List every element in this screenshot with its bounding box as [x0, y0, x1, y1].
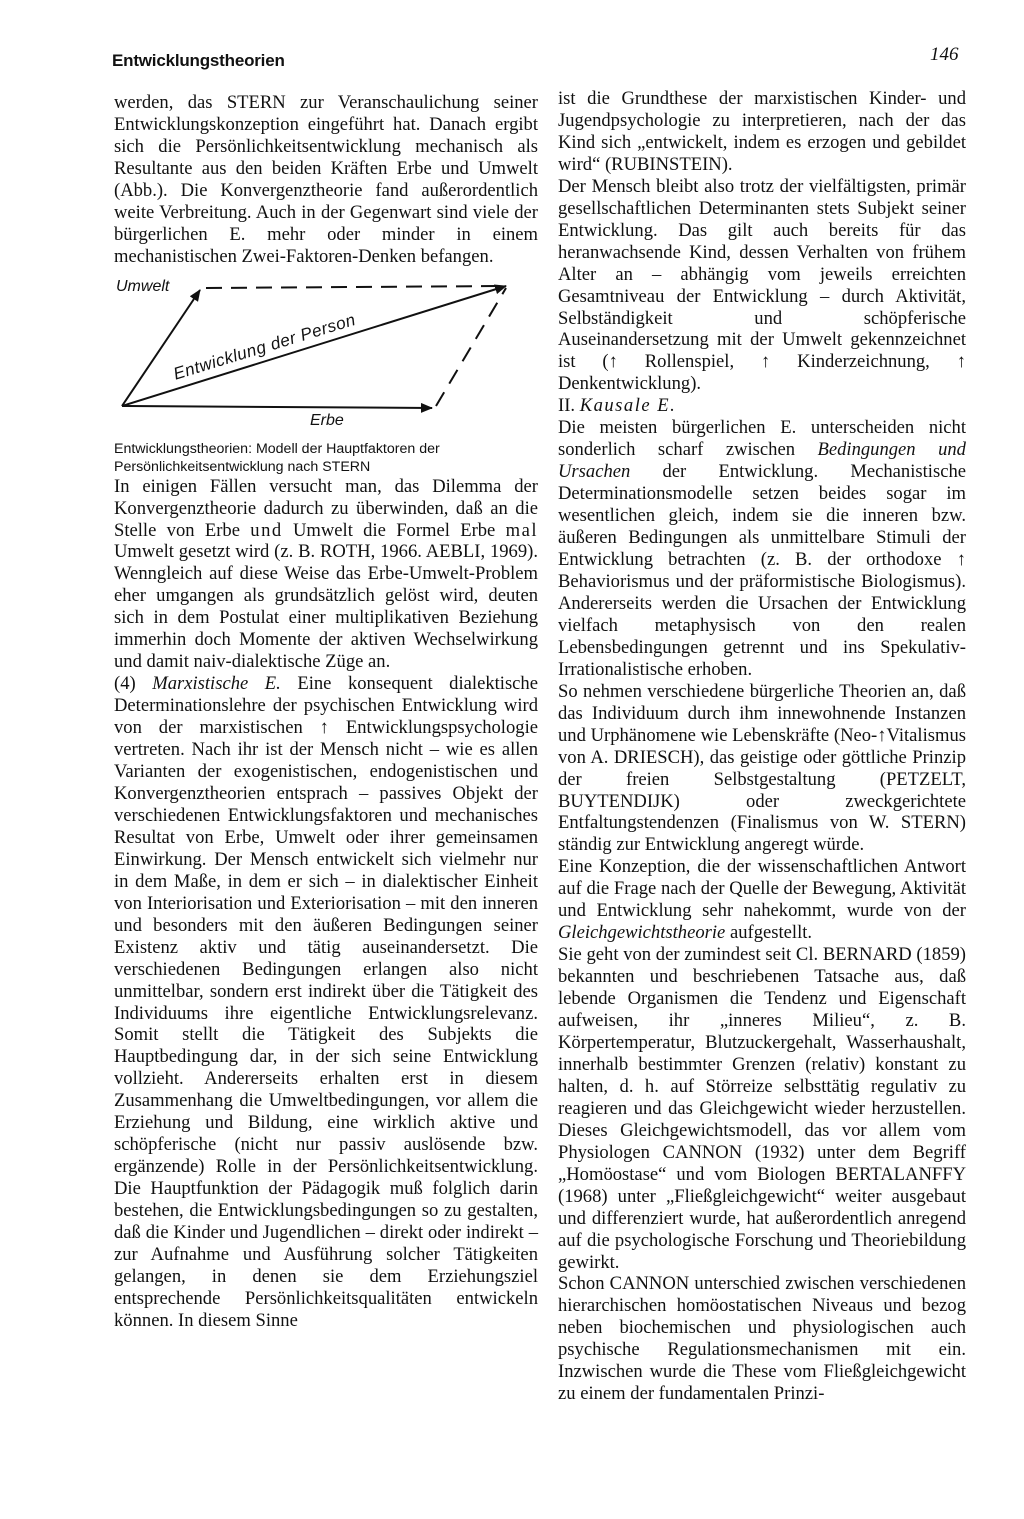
figure-label-person: Entwicklung der Person — [171, 309, 358, 384]
dashed-right-side — [436, 288, 506, 406]
paragraph-marxistische: (4) Marxistische E. Eine konsequent dialektische Determinationslehre der psychischen Entwicklung wird von der marxistischen ↑ Entwicklungspsychologie vertreten. Nach ihr ist der Mensch nicht – wie es allen Varianten der exogenistischen, endogenistischen und Konvergenztheorien entsprach – passives Objekt der verschiedenen Entwicklungsfaktoren und mechanisches Resultat von Erbe, Umwelt oder ihrer gemeinsamen Einwirkung. Der Mensch entwickelt sich vielmehr nur in dem Maße, in dem er sich – in dialektischer Einheit von Interiorisation und Exteriorisation – mit den inneren und besonders mit den äußeren Bedingungen seiner Existenz aktiv und tätig auseinandersetzt. Die verschiedenen Bedingungen erlangen also nicht unmittelbar, sondern erst indirekt über die Tätigkeit des Individuums ihre eigentliche Entwicklungsrelevanz. Somit stellt die Tätigkeit des Subjekts die Hauptbedingung dar, in der sich seine Entwicklung vollzieht. Andererseits erhalten erst in diesem Zusammenhang die Umweltbedingungen, vor allem die Erziehung und Bildung, eine wirklich aktive und schöpferische (nicht nur passiv auslösende bzw. ergänzende) Rolle in der Persönlichkeitsentwicklung. Die Hauptfunktion der Pädagogik muß folglich darin bestehen, die Entwicklungsbedingungen so zu gestalten, daß die Kinder und Jugendlichen – direkt oder indirekt – zur Aufnahme und Ausführung solcher Tätigkeiten gelangen, in denen sie dem Erziehungsziel entsprechende Persönlichkeitsqualitäten entwickeln können. In diesem Sinne — [114, 673, 538, 1331]
section-heading: Marxistische E. — [152, 673, 281, 695]
left-column — [114, 92, 538, 1332]
figure-label-umwelt: Umwelt — [116, 277, 170, 295]
paragraph: Die meisten bürgerlichen E. unterscheiden nicht sonderlich scharf zwischen Bedingungen und Ursachen der Entwicklung. Mechanistische Determinationsmodelle setzen beides sogar im wesentlichen gleich, indem sie die inneren bzw. äußeren Bedingungen als unmittelbare Stimuli der Entwicklung betrachten (z. B. der orthodoxe ↑ Behaviorismus und der präformistische Biologismus). Andererseits werden die Ursachen der Entwicklung vielfach metaphysisch von den realen Lebensbedingungen getrennt und ins Spekulativ-Irrationalistische erhoben. — [558, 417, 966, 680]
erbe-vector — [122, 406, 432, 408]
paragraph: Schon CANNON unterschied zwischen verschiedenen hierarchischen homöostatischen Niveaus und bezog neben biochemischen und physiologischen auch psychische Regulationsmechanismen mit ein. Inzwischen wurde die These vom Fließgleichgewicht zu einem der fundamentalen Prinzi- — [558, 1273, 966, 1405]
stern-convergence-figure — [114, 276, 538, 436]
resultant-vector — [122, 286, 506, 406]
paragraph: werden, das STERN zur Veranschaulichung seiner Entwicklungskonzeption eingeführt hat. Danach ergibt sich die Persönlichkeitsentwicklung mechanisch als Resultante aus den beiden Kräften Erbe und Umwelt (Abb.). Die Konvergenztheorie fand außerordentlich weite Verbreitung. Auch in der Gegenwart sind viele der bürgerlichen E. mehr oder minder in einem mechanistischen Zwei-Faktoren-Denken befangen. — [114, 92, 538, 267]
paragraph: Eine Konzeption, die der wissenschaftlichen Antwort auf die Frage nach der Quelle der Bewegung, Aktivität und Entwicklung sehr nahekommt, wurde von der Gleichgewichtstheorie aufgestellt. — [558, 856, 966, 944]
paragraph: In einigen Fällen versucht man, das Dilemma der Konvergenztheorie dadurch zu überwinden, daß an die Stelle von Erbe und Umwelt die Formel Erbe mal Umwelt gesetzt wird (z. B. ROTH, 1966. AEBLI, 1969). Wenngleich auf diese Weise das Erbe-Umwelt-Problem eher umgangen als grundsätzlich gelöst wird, deuten sich in dem Postulat einer multiplikativen Beziehung immerhin doch Momente der aktiven Wechselwirkung und damit naiv-dialektische Züge an. — [114, 475, 539, 673]
right-column — [558, 88, 966, 1405]
paragraph: ist die Grundthese der marxistischen Kinder- und Jugendpsychologie zu interpretieren, nach der das Kind sich „entwickelt, indem es erzogen und gebildet wird“ (RUBINSTEIN). — [558, 88, 966, 175]
dashed-top-side — [206, 286, 504, 288]
paragraph: Sie geht von der zumindest seit Cl. BERNARD (1859) bekannten und beschriebenen Tatsache aus, daß lebende Organismen die Tendenz und Eigenschaft aufweisen, ihr „inneres Milieu“, z. B. Körpertemperatur, Blutzuckergehalt, Wasserhaushalt, innerhalb bestimmter Grenzen (relativ) konstant zu halten, d. h. auf Störreize selbsttätig regulativ zu reagieren und das Gleichgewicht wieder herzustellen. Dieses Gleichgewichtsmodell, das vor allem vom Physiologen CANNON (1932) unter dem Begriff „Homöostase“ und vom Biologen BERTALANFFY (1968) unter „Fließgleichgewicht“ weiter ausgebaut und differenziert wurde, hat außerordentlich anregend auf die psychologische Forschung und Theoriebildung gewirkt. — [558, 944, 966, 1273]
section-heading: II. Kausale E. — [558, 395, 677, 417]
paragraph: Der Mensch bleibt also trotz der vielfältigsten, primär gesellschaftlichen Determinanten stets Subjekt seiner Entwicklung. Das gilt auch bereits für das heranwachsende Kind, dessen Verhalten von frühem Alter an – abhängig vom jeweils erreichten Gesamtniveau der Entwicklung – durch Aktivität, Selbständigkeit und schöpferische Auseinandersetzung mit der Umwelt gekennzeichnet ist (↑ Rollenspiel, ↑ Kinderzeichnung, ↑ Denkentwicklung). — [558, 175, 966, 395]
page-number: 146 — [930, 44, 959, 65]
paragraph: So nehmen verschiedene bürgerliche Theorien an, daß das Individuum durch ihm innewohnende Instanzen und Urphänomene wie Lebenskräfte (Neo-↑Vitalismus von A. DRIESCH), das geistige oder göttliche Prinzip der freien Selbstgestaltung (PETZELT, BUYTENDIJK) oder zweckgerichtete Entfaltungstendenzen (Finalismus von W. STERN) ständig zur Entwicklung angeregt würde. — [558, 680, 966, 856]
figure-caption: Entwicklungstheorien: Modell der Hauptfaktoren der Persönlichkeitsentwicklung nach STERN — [114, 440, 440, 475]
umwelt-vector — [122, 290, 200, 406]
figure-label-erbe: Erbe — [310, 411, 344, 429]
running-header: Entwicklungstheorien — [112, 51, 285, 70]
